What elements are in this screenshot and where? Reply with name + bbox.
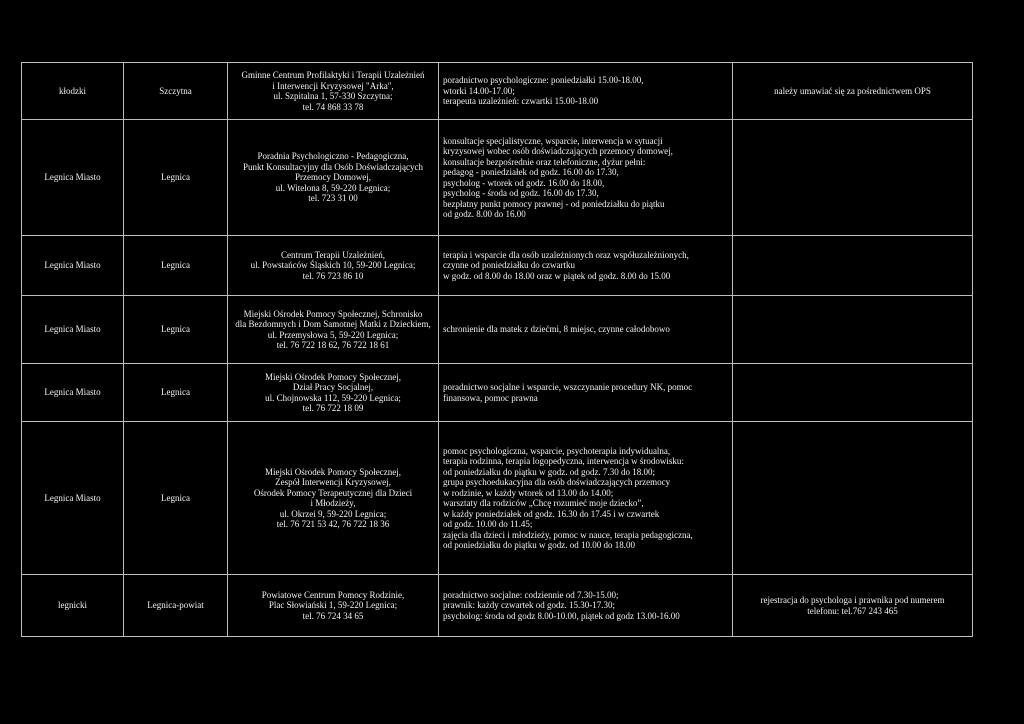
gmina-cell: Legnica bbox=[124, 422, 228, 575]
institution-cell: Powiatowe Centrum Pomocy Rodzinie, Plac Słowiański 1, 59-220 Legnica; tel. 76 724 34 65 bbox=[228, 575, 439, 637]
gmina-cell: Legnica bbox=[124, 364, 228, 422]
powiat-cell: Legnica Miasto bbox=[22, 422, 124, 575]
offer-cell: schronienie dla matek z dziećmi, 8 miejsc, czynne całodobowo bbox=[439, 296, 733, 364]
offer-cell: pomoc psychologiczna, wsparcie, psychoterapia indywidualna, terapia rodzinna, terapia logopedyczna, interwencja w środowisku: od poniedziałku do piątku w godz. od godz. 7.30 do 18.00; grupa psychoedukacyjna dla osób doświadczających przemocy w rodzinie, w każdy wtorek od 13.00 do 14.00; warsztaty dla rodziców „Chcę rozumieć moje dziecko”, w każdy poniedziałek od godz. 16.30 do 17.45 i w czwartek od godz. 10.00 do 11.45; zajęcia dla dzieci i młodzieży, pomoc w nauce, terapia pedagogiczna, od poniedziałku do piątku w godz. od 10.00 do 18.00 bbox=[439, 422, 733, 575]
table-row bbox=[22, 63, 973, 120]
offer-cell: poradnictwo socjalne i wsparcie, wszczynanie procedury NK, pomoc finansowa, pomoc prawna bbox=[439, 364, 733, 422]
offer-cell: poradnictwo psychologiczne: poniedziałki 15.00-18.00, wtorki 14.00-17.00; terapeuta uzależnień: czwartki 15.00-18.00 bbox=[439, 63, 733, 120]
gmina-cell: Szczytna bbox=[124, 63, 228, 120]
institution-cell: Poradnia Psychologiczno - Pedagogiczna, Punkt Konsultacyjny dla Osób Doświadczających Przemocy Domowej, ul. Witelona 8, 59-220 Legnica; tel. 723 31 00 bbox=[228, 120, 439, 236]
table-row bbox=[22, 575, 973, 637]
gmina-cell: Legnica-powiat bbox=[124, 575, 228, 637]
table-row bbox=[22, 422, 973, 575]
notes-cell: rejestracja do psychologa i prawnika pod numerem telefonu: tel.767 243 465 bbox=[733, 575, 973, 637]
powiat-cell: Legnica Miasto bbox=[22, 296, 124, 364]
powiat-cell: Legnica Miasto bbox=[22, 236, 124, 296]
notes-cell: należy umawiać się za pośrednictwem OPS bbox=[733, 63, 973, 120]
notes-cell bbox=[733, 236, 973, 296]
gmina-cell: Legnica bbox=[124, 296, 228, 364]
gmina-cell: Legnica bbox=[124, 120, 228, 236]
table-row bbox=[22, 364, 973, 422]
powiat-cell: legnicki bbox=[22, 575, 124, 637]
table-row bbox=[22, 120, 973, 236]
institution-cell: Centrum Terapii Uzależnień, ul. Powstańców Śląskich 10, 59-200 Legnica; tel. 76 723 86 10 bbox=[228, 236, 439, 296]
powiat-cell: Legnica Miasto bbox=[22, 120, 124, 236]
table-row bbox=[22, 296, 973, 364]
notes-cell bbox=[733, 120, 973, 236]
offer-cell: poradnictwo socjalne: codziennie od 7.30-15.00; prawnik: każdy czwartek od godz. 15.30-17.30; psycholog: środa od godz 8.00-10.00, piątek od godz 13.00-16.00 bbox=[439, 575, 733, 637]
institution-cell: Gminne Centrum Profilaktyki i Terapii Uzależnień i Interwencji Kryzysowej "Arka", ul. Szpitalna 1, 57-330 Szczytna; tel. 74 868 33 78 bbox=[228, 63, 439, 120]
notes-cell bbox=[733, 364, 973, 422]
institution-cell: Miejski Ośrodek Pomocy Społecznej, Dział Pracy Socjalnej, ul. Chojnowska 112, 59-220 Legnica; tel. 76 722 18 09 bbox=[228, 364, 439, 422]
gmina-cell: Legnica bbox=[124, 236, 228, 296]
offer-cell: terapia i wsparcie dla osób uzależnionych oraz współuzależnionych, czynne od poniedziałku do czwartku w godz. od 8.00 do 18.00 oraz w piątek od godz. 8.00 do 15.00 bbox=[439, 236, 733, 296]
offer-cell: konsultacje specjalistyczne, wsparcie, interwencja w sytuacji kryzysowej wobec osób doświadczających przemocy domowej, konsultacje bezpośrednie oraz telefoniczne, dyżur pełni: pedagog - poniedziałek od godz. 16.00 do 17.30, psycholog - wtorek od godz. 16.00 do 18.00, psycholog - środa od godz. 16.00 do 17.30, bezpłatny punkt pomocy prawnej - od poniedziałku do piątku od godz. 8.00 do 16.00 bbox=[439, 120, 733, 236]
institution-cell: Miejski Ośrodek Pomocy Społecznej, Zespół Interwencji Kryzysowej, Ośrodek Pomocy Terapeutycznej dla Dzieci i Młodzieży, ul. Okrzei 9, 59-220 Legnica; tel. 76 721 53 42, 76 722 18 36 bbox=[228, 422, 439, 575]
powiat-cell: kłodzki bbox=[22, 63, 124, 120]
notes-cell bbox=[733, 422, 973, 575]
notes-cell bbox=[733, 296, 973, 364]
table-row bbox=[22, 236, 973, 296]
services-table bbox=[21, 62, 973, 637]
powiat-cell: Legnica Miasto bbox=[22, 364, 124, 422]
institution-cell: Miejski Ośrodek Pomocy Społecznej, Schronisko dla Bezdomnych i Dom Samotnej Matki z Dzieckiem, ul. Przemysłowa 5, 59-220 Legnica; tel. 76 722 18 62, 76 722 18 61 bbox=[228, 296, 439, 364]
